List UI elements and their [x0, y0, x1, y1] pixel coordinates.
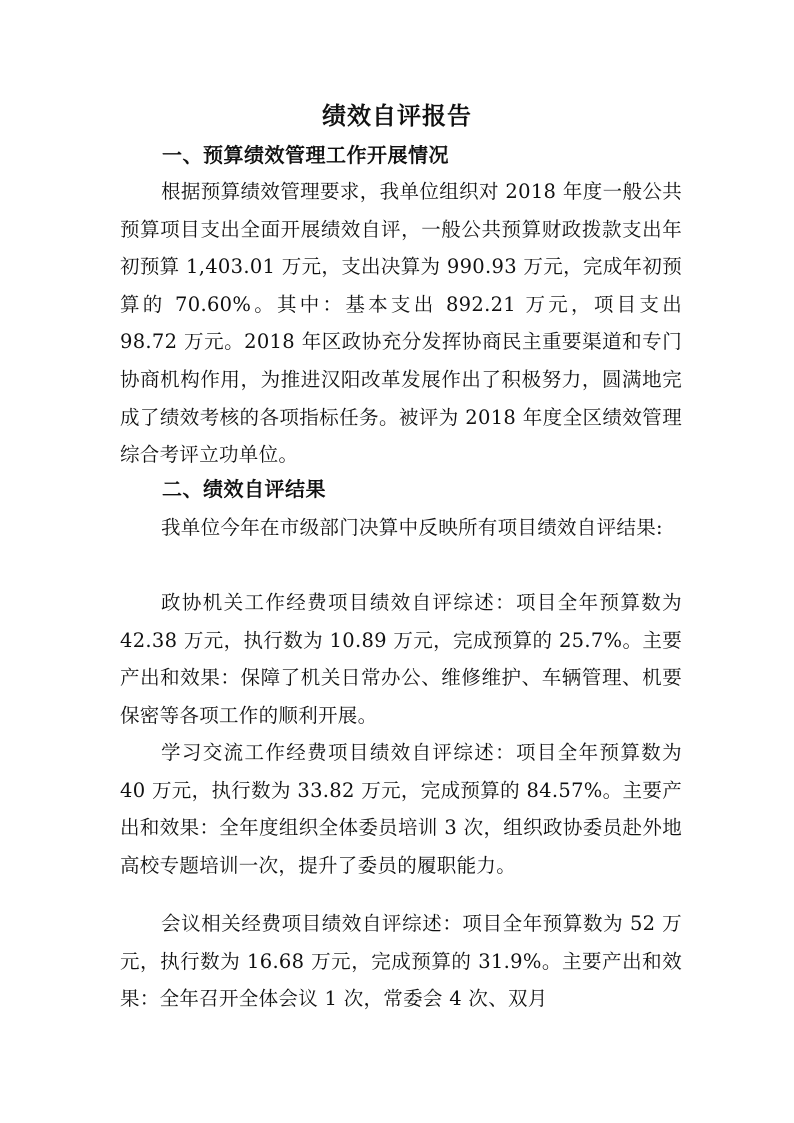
paragraph-study-exchange-project: 学习交流工作经费项目绩效自评综述：项目全年预算数为 40 万元，执行数为 33.82 万元，完成预算的 84.57%。主要产出和效果：全年度组织全体委员培训 3 次，组织政协委员赴外地高校专题培训一次，提升了委员的履职能力。	[120, 741, 682, 877]
paragraph-meeting-funding-project: 会议相关经费项目绩效自评综述：项目全年预算数为 52 万元，执行数为 16.68 万元，完成预算的 31.9%。主要产出和效果：全年召开全体会议 1 次，常委会 4 次、双月	[120, 912, 682, 1011]
paragraph-results-intro: 我单位今年在市级部门决算中反映所有项目绩效自评结果:	[161, 516, 663, 539]
paragraph-performance-management-overview: 根据预算绩效管理要求，我单位组织对 2018 年度一般公共预算项目支出全面开展绩效自评，一般公共预算财政拨款支出年初预算 1,403.01 万元，支出决算为 990.93 万元，完成年初预算的 70.60%。其中：基本支出 892.21 万元，项目支出 98.72 万元。2018 年区政协充分发挥协商民主重要渠道和专门协商机构作用，为推进汉阳改革发展作出了积极努力，圆满地完成了绩效考核的各项指标任务。被评为 2018 年度全区绩效管理综合考评立功单位。	[120, 180, 682, 467]
paragraph-office-funding-project: 政协机关工作经费项目绩效自评综述：项目全年预算数为 42.38 万元，执行数为 10.89 万元，完成预算的 25.7%。主要产出和效果：保障了机关日常办公、维修维护、车辆管理、机要保密等各项工作的顺利开展。	[120, 591, 682, 727]
section-heading-self-evaluation-results: 二、绩效自评结果	[162, 477, 326, 501]
section-heading-performance-management: 一、预算绩效管理工作开展情况	[162, 143, 449, 167]
document-title: 绩效自评报告	[322, 101, 472, 130]
